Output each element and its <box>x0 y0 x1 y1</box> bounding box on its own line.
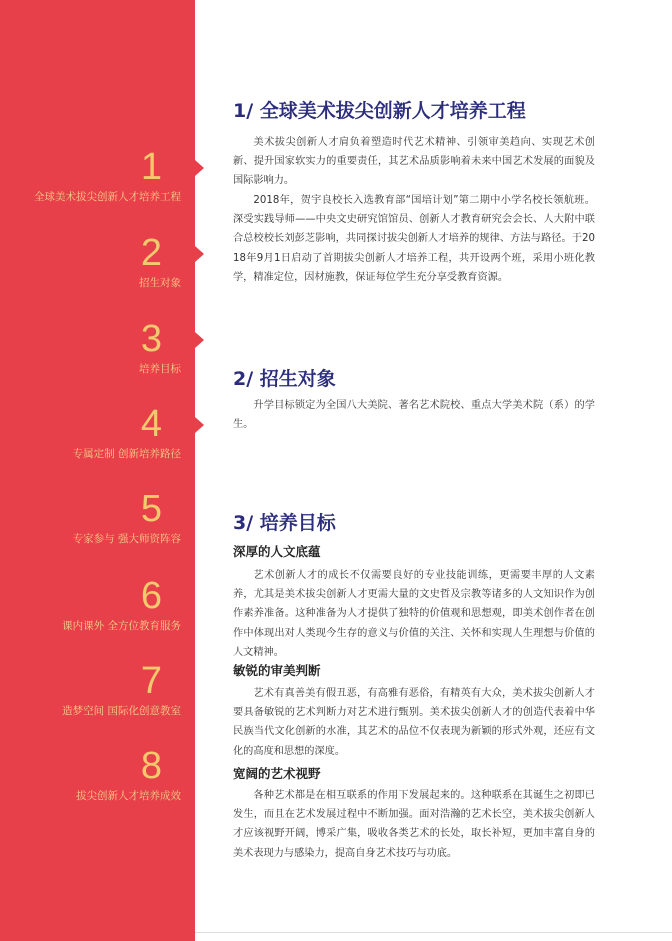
section-1-title: 1/ 全球美术拔尖创新人才培养工程 <box>233 100 526 122</box>
section-3-subtitle-3: 宽阔的艺术视野 <box>233 766 321 781</box>
toc-label: 招生对象 <box>139 277 181 289</box>
section-3-subtitle-2: 敏锐的审美判断 <box>233 663 321 678</box>
section-3-paragraph-2: 艺术有真善美有假丑恶，有高雅有恶俗，有精英有大众，美术拔尖创新人才要具备敏锐的艺术判断力对艺术进行甄别。美术拔尖创新人才的创造代表着中华民族当代文化创新的水准，其艺术的品位不仅表现为新颖的形式外观，还应有文化的高度和思想的深度。 <box>233 688 595 757</box>
section-1-paragraph-1: 美术拔尖创新人才肩负着塑造时代艺术精神、引领审美趋向、实现艺术创新、提升国家软实力的重要责任，其艺术品质影响着未来中国艺术发展的面貌及国际影响力。 <box>233 137 595 187</box>
toc-label: 拔尖创新人才培养成效 <box>76 790 181 802</box>
section-3-paragraph-1: 艺术创新人才的成长不仅需要良好的专业技能训练，更需要丰厚的人文素养，尤其是美术拔尖创新人才更需大量的文史哲及宗教等诸多的人文知识作为创作素养准备。这种准备为人才提供了独特的价值观和思想观，即美术创作者在创作中体现出对人类现今生存的意义与价值的关注、关怀和实现人生理想与价值的人文精神。 <box>233 570 595 658</box>
toc-number: 8 <box>140 745 162 787</box>
toc-label: 培养目标 <box>139 363 181 375</box>
toc-label: 专家参与 强大师资阵容 <box>72 533 181 545</box>
toc-item-8[interactable] <box>0 745 195 825</box>
toc-pointer-icon <box>195 246 204 262</box>
toc-number: 6 <box>140 575 162 617</box>
toc-pointer-icon <box>195 332 204 348</box>
toc-number: 4 <box>140 403 162 445</box>
page-bottom-divider <box>195 932 672 933</box>
toc-label: 造梦空间 国际化创意教室 <box>62 705 181 717</box>
section-3-title: 3/ 培养目标 <box>233 512 336 534</box>
toc-item-7[interactable] <box>0 660 195 740</box>
toc-item-6[interactable] <box>0 575 195 655</box>
section-3-subtitle-1: 深厚的人文底蕴 <box>233 544 321 559</box>
toc-item-2[interactable] <box>0 232 195 312</box>
toc-label: 专属定制 创新培养路径 <box>72 448 181 460</box>
toc-pointer-icon <box>195 160 204 176</box>
toc-label: 课内课外 全方位教育服务 <box>62 620 181 632</box>
section-2-title: 2/ 招生对象 <box>233 368 336 390</box>
section-1-paragraph-2: 2018年，贺宇良校长入选教育部“国培计划”第二期中小学名校长领航班。深受实践导师——中央文史研究馆馆员、创新人才教育研究会会长、人大附中联合总校校长刘彭芝影响，共同探讨拔尖创新人才培养的规律、方法与路径。于2018年9月1日启动了首期拔尖创新人才培养工程，共开设两个班，采用小班化教学，精准定位，因材施教，保证每位学生充分享受教育资源。 <box>233 195 595 283</box>
toc-item-5[interactable] <box>0 488 195 568</box>
toc-number: 2 <box>140 232 162 274</box>
toc-number: 1 <box>140 146 162 188</box>
toc-item-3[interactable] <box>0 318 195 398</box>
section-2-paragraph: 升学目标锁定为全国八大美院、著名艺术院校、重点大学美术院（系）的学生。 <box>233 400 595 431</box>
toc-pointer-icon <box>195 417 204 433</box>
toc-number: 5 <box>140 488 162 530</box>
toc-label: 全球美术拔尖创新人才培养工程 <box>34 191 181 203</box>
section-3-paragraph-3: 各种艺术都是在相互联系的作用下发展起来的。这种联系在其诞生之初即已发生，而且在艺术发展过程中不断加强。面对浩瀚的艺术长空，美术拔尖创新人才应该视野开阔，博采广集，吸收各类艺术的长处，取长补短，更加丰富自身的美术表现力与感染力，提高自身艺术技巧与功底。 <box>233 790 595 859</box>
toc-number: 3 <box>140 318 162 360</box>
sidebar <box>0 0 195 941</box>
toc-item-4[interactable] <box>0 403 195 483</box>
toc-number: 7 <box>140 660 162 702</box>
toc-item-1[interactable] <box>0 146 195 226</box>
